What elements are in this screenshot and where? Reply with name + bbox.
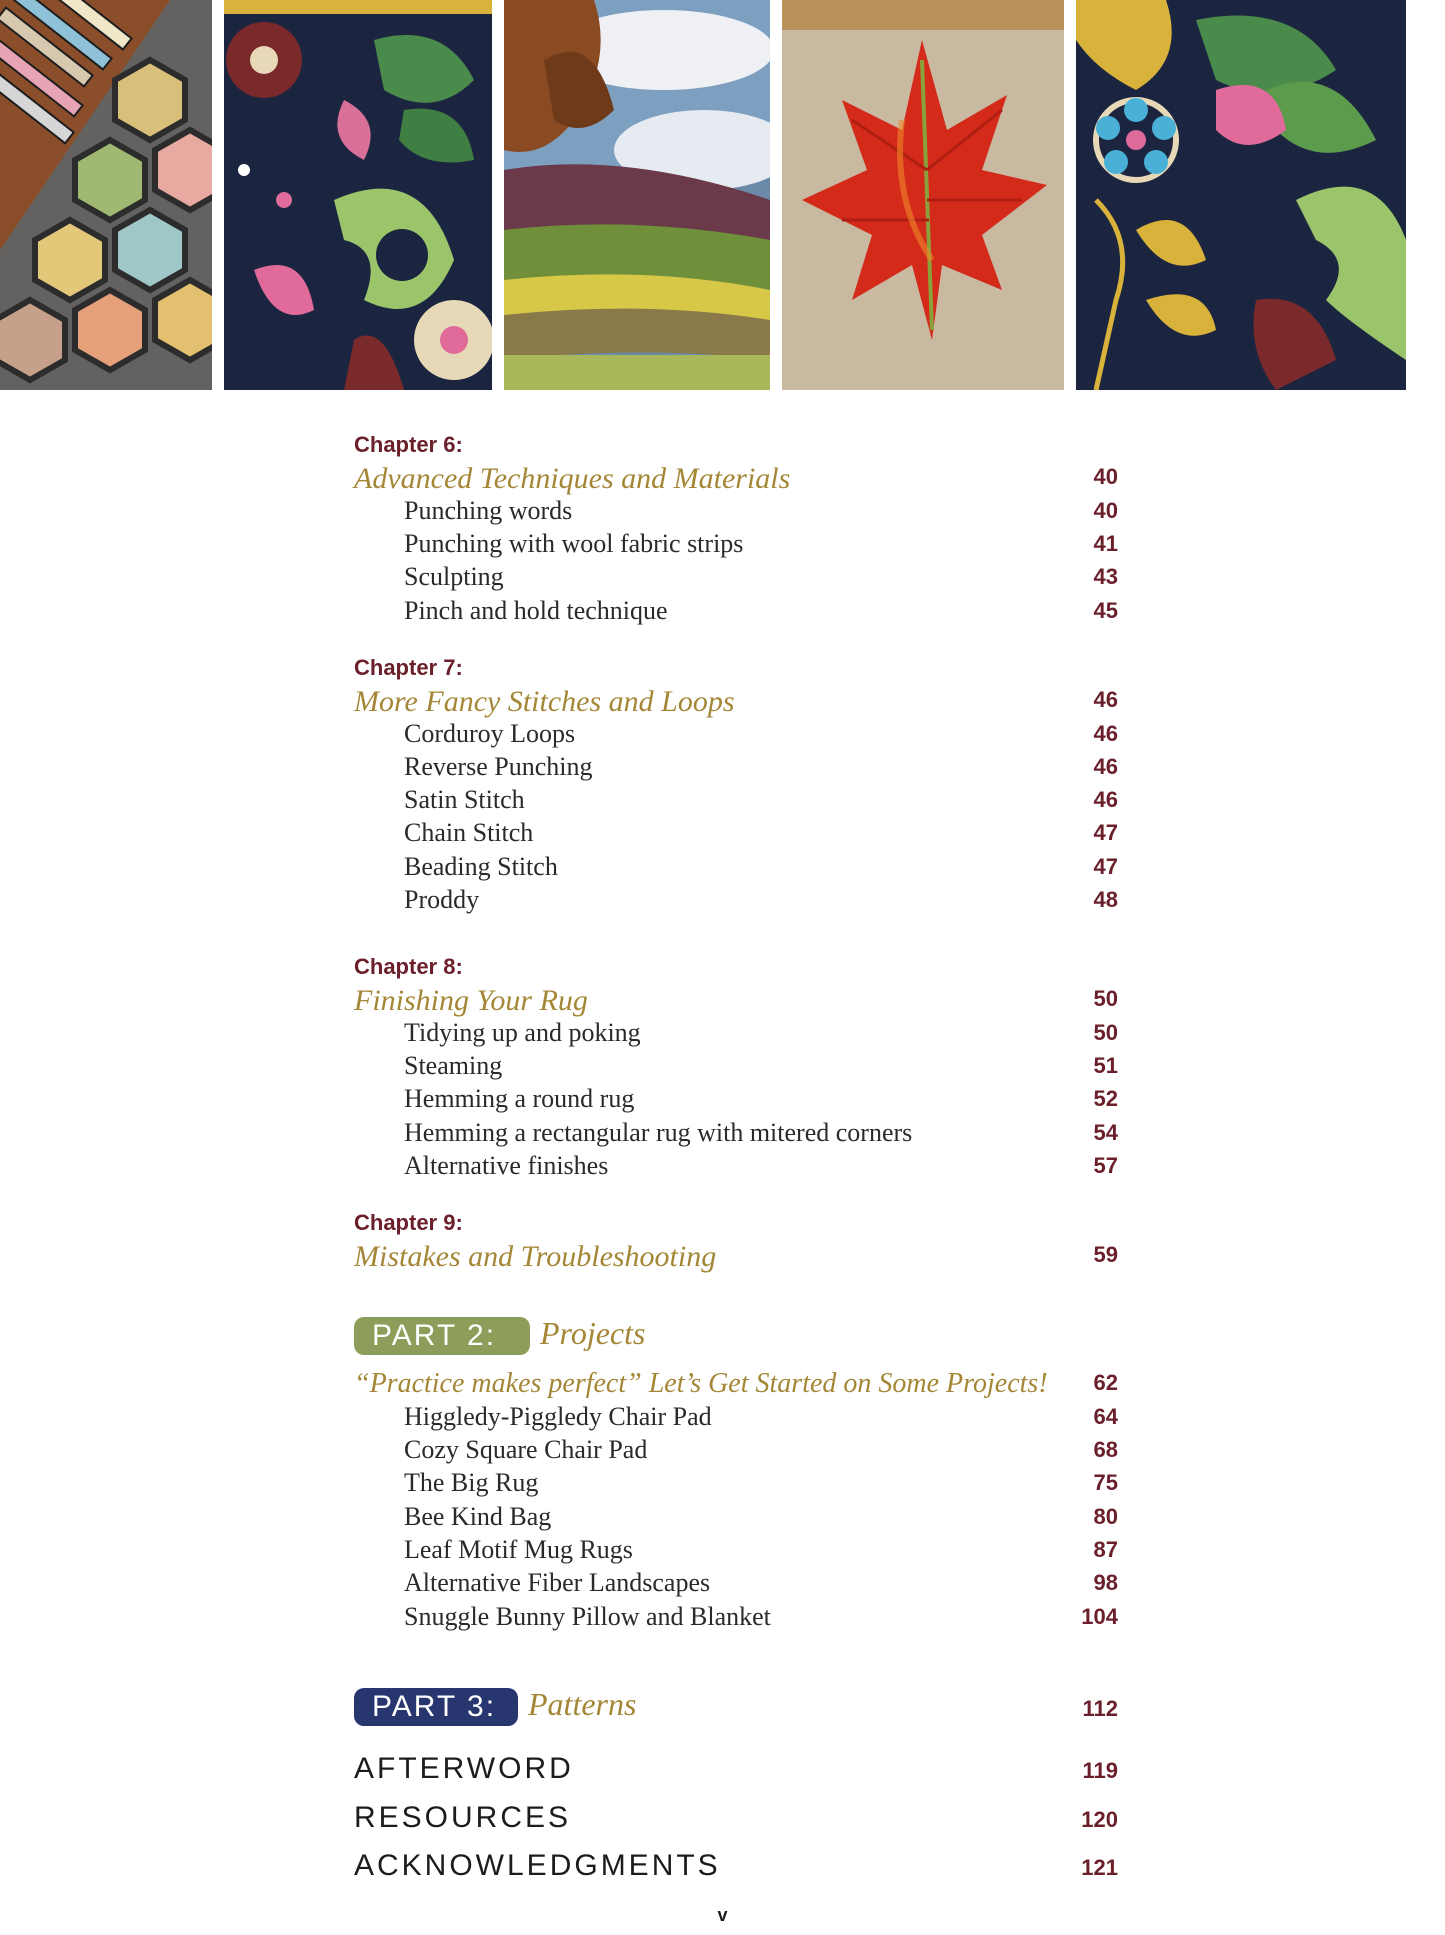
toc-entry[interactable] [354, 785, 1118, 819]
page-number: 48 [1093, 887, 1118, 912]
entry-title: AFTERWORD [354, 1752, 574, 1785]
hexagon-rug-with-markers-photo [0, 0, 212, 390]
page-number: 43 [1093, 564, 1118, 589]
entry-title: Pinch and hold technique [404, 596, 668, 625]
page-number: 68 [1093, 1437, 1118, 1462]
toc-entry[interactable] [354, 1435, 1118, 1469]
page-number: 59 [1093, 1242, 1118, 1267]
part-2-intro-title: “Practice makes perfect” Let’s Get Started on Some Projects! [354, 1368, 1048, 1399]
toc-entry[interactable] [354, 885, 1118, 919]
toc-entry-afterword[interactable] [354, 1752, 1118, 1786]
part-3-badge: PART 3: [354, 1688, 518, 1726]
entry-title: Reverse Punching [404, 752, 593, 781]
page-number: 62 [1093, 1370, 1118, 1395]
entry-title: Alternative finishes [404, 1151, 609, 1180]
toc-entry[interactable] [354, 1051, 1118, 1085]
page-number: 119 [1082, 1758, 1118, 1783]
entry-title: ACKNOWLEDGMENTS [354, 1849, 721, 1882]
entry-title: Bee Kind Bag [404, 1502, 552, 1531]
toc-entry[interactable] [354, 1018, 1118, 1052]
page-number: 51 [1093, 1053, 1118, 1078]
part-2-badge: PART 2: [354, 1317, 530, 1355]
page-number: 80 [1093, 1504, 1118, 1529]
entry-title: Hemming a rectangular rug with mitered corners [404, 1118, 913, 1147]
page-number: 54 [1093, 1120, 1118, 1145]
chapter-8-label: Chapter 8: [354, 954, 463, 979]
paisley-floral-navy-rug-2-photo [1076, 0, 1406, 390]
part-2-name: Projects [540, 1315, 646, 1351]
page-number: 47 [1093, 820, 1118, 845]
entry-title: Proddy [404, 885, 480, 914]
entry-title: Sculpting [404, 562, 504, 591]
page-number: 47 [1093, 854, 1118, 879]
toc-entry-chapter-9[interactable] [354, 1240, 1118, 1274]
toc-entry[interactable] [354, 752, 1118, 786]
page-number: 52 [1093, 1086, 1118, 1111]
toc-entry[interactable] [354, 1602, 1118, 1636]
toc-entry-chapter-6[interactable] [354, 462, 1118, 496]
entry-title: Snuggle Bunny Pillow and Blanket [404, 1602, 771, 1631]
page-number: 57 [1093, 1153, 1118, 1178]
toc-entry[interactable] [354, 596, 1118, 630]
part-3-name: Patterns [528, 1686, 637, 1722]
page-number: 50 [1093, 986, 1118, 1011]
red-maple-leaf-rug-photo [782, 0, 1064, 390]
page-number: 98 [1093, 1570, 1118, 1595]
toc-entry[interactable] [354, 1151, 1118, 1185]
page-number: 41 [1093, 531, 1118, 556]
chapter-8-title: Finishing Your Rug [354, 984, 588, 1017]
entry-title: Beading Stitch [404, 852, 558, 881]
chapter-7-title: More Fancy Stitches and Loops [354, 685, 735, 718]
page-number: 46 [1093, 687, 1118, 712]
toc-entry-acknowledgments[interactable] [354, 1849, 1118, 1883]
toc-entry[interactable] [354, 1402, 1118, 1436]
toc-entry[interactable] [354, 852, 1118, 886]
entry-title: RESOURCES [354, 1801, 572, 1834]
toc-entry[interactable] [354, 496, 1118, 530]
entry-title: Alternative Fiber Landscapes [404, 1568, 711, 1597]
page-number: 50 [1093, 1020, 1118, 1045]
toc-entry[interactable] [354, 1468, 1118, 1502]
page-number: 104 [1081, 1604, 1118, 1629]
page-number: 45 [1093, 598, 1118, 623]
chapter-7-label: Chapter 7: [354, 655, 463, 680]
toc-entry[interactable] [354, 529, 1118, 563]
page-number: 46 [1093, 721, 1118, 746]
entry-title: Punching words [404, 496, 573, 525]
page-number: 75 [1093, 1470, 1118, 1495]
page-number: 121 [1081, 1855, 1118, 1880]
entry-title: Higgledy-Piggledy Chair Pad [404, 1402, 712, 1431]
toc-entry[interactable] [354, 1084, 1118, 1118]
toc-entry[interactable] [354, 719, 1118, 753]
toc-entry[interactable] [354, 1502, 1118, 1536]
chapter-6-label: Chapter 6: [354, 432, 463, 457]
toc-entry[interactable] [354, 1568, 1118, 1602]
page-folio: v [717, 1905, 728, 1925]
toc-entry[interactable] [354, 818, 1118, 852]
entry-title: Corduroy Loops [404, 719, 576, 748]
entry-title: Leaf Motif Mug Rugs [404, 1535, 633, 1564]
photo-strip [0, 0, 1445, 390]
toc-entry-part-2-intro[interactable] [354, 1368, 1118, 1402]
paisley-floral-navy-rug-photo [224, 0, 492, 390]
toc-entry-chapter-7[interactable] [354, 685, 1118, 719]
chapter-9-label: Chapter 9: [354, 1210, 463, 1235]
part-2-heading[interactable] [354, 1317, 1118, 1357]
entry-title: Chain Stitch [404, 818, 534, 847]
entry-title: Satin Stitch [404, 785, 525, 814]
page-number: 46 [1093, 754, 1118, 779]
page-number: 112 [1082, 1696, 1118, 1721]
toc-entry[interactable] [354, 1535, 1118, 1569]
page-number: 64 [1093, 1404, 1118, 1429]
chapter-6-title: Advanced Techniques and Materials [354, 462, 791, 495]
entry-title: Hemming a round rug [404, 1084, 635, 1113]
toc-entry-resources[interactable] [354, 1801, 1118, 1835]
page-number: 40 [1093, 464, 1118, 489]
page-number: 87 [1093, 1537, 1118, 1562]
entry-title: Steaming [404, 1051, 503, 1080]
chapter-9-title: Mistakes and Troubleshooting [354, 1240, 717, 1273]
toc-entry[interactable] [354, 1118, 1118, 1152]
entry-title: The Big Rug [404, 1468, 539, 1497]
toc-entry[interactable] [354, 562, 1118, 596]
entry-title: Cozy Square Chair Pad [404, 1435, 648, 1464]
landscape-fiber-rug-photo [504, 0, 770, 390]
page-number: 46 [1093, 787, 1118, 812]
entry-title: Tidying up and poking [404, 1018, 641, 1047]
entry-title: Punching with wool fabric strips [404, 529, 744, 558]
page-number: 120 [1081, 1807, 1118, 1832]
part-3-heading[interactable] [354, 1688, 1118, 1728]
page-number: 40 [1093, 498, 1118, 523]
toc-entry-chapter-8[interactable] [354, 984, 1118, 1018]
